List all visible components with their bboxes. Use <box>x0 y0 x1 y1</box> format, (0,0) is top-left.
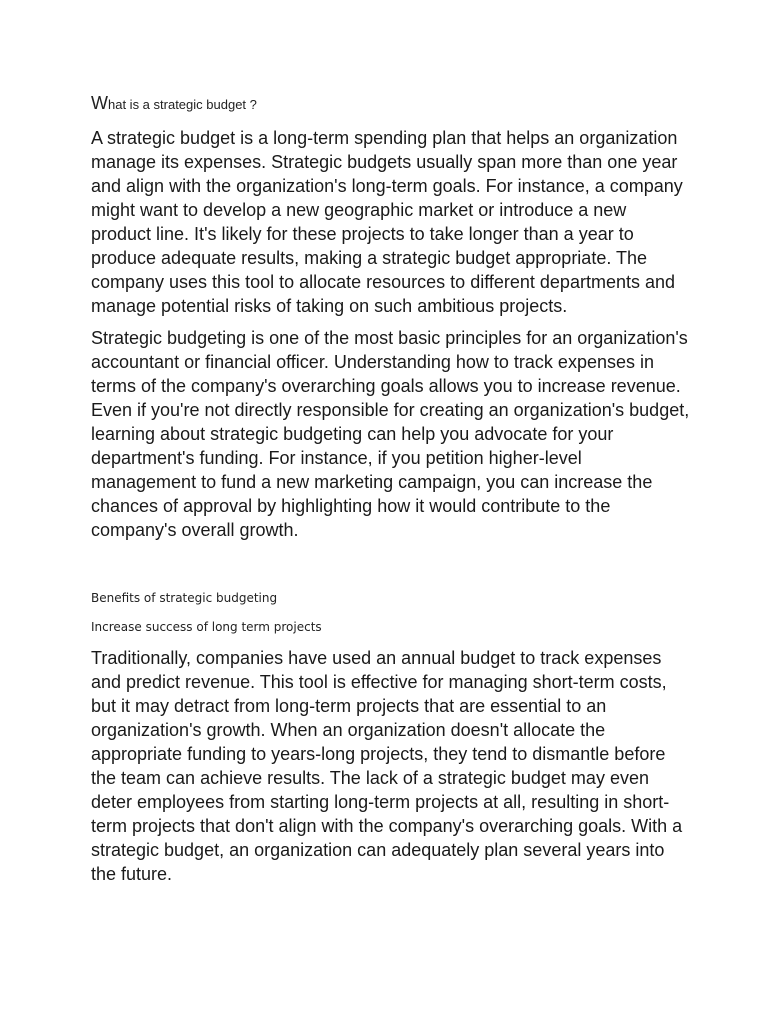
heading-increase-success: Increase success of long term projects <box>91 620 322 634</box>
title-drop-letter: W <box>91 93 108 113</box>
heading-benefits: Benefits of strategic budgeting <box>91 591 278 605</box>
paragraph-principles: Strategic budgeting is one of the most basic principles for an organization's accountant or financial officer. Understanding how to track expenses in terms of the company's overarching goals allows you to increase revenue. Even if you're not directly responsible for creating an organization's budget, learning about strategic budgeting can help you advocate for your department's funding. For instance, if you petition higher-level management to fund a new marketing campaign, you can increase the chances of approval by highlighting how it would contribute to the company's overall growth. <box>91 328 690 540</box>
title-text: hat is a strategic budget ? <box>108 97 257 112</box>
document-title <box>91 92 690 116</box>
paragraph-definition: A strategic budget is a long-term spending plan that helps an organization manage its expenses. Strategic budgets usually span more than one year and align with the organization's long-term goals. For instance, a company might want to develop a new geographic market or introduce a new product line. It's likely for these projects to take longer than a year to produce adequate results, making a strategic budget appropriate. The company uses this tool to allocate resources to different departments and manage potential risks of taking on such ambitious projects. <box>91 128 683 316</box>
paragraph-traditional-budget: Traditionally, companies have used an annual budget to track expenses and predict revenue. This tool is effective for managing short-term costs, but it may detract from long-term projects that are essential to an organization's growth. When an organization doesn't allocate the appropriate funding to years-long projects, they tend to dismantle before the team can achieve results. The lack of a strategic budget may even deter employees from starting long-term projects at all, resulting in short-term projects that don't align with the company's overarching goals. With a strategic budget, an organization can adequately plan several years into the future. <box>91 648 683 884</box>
